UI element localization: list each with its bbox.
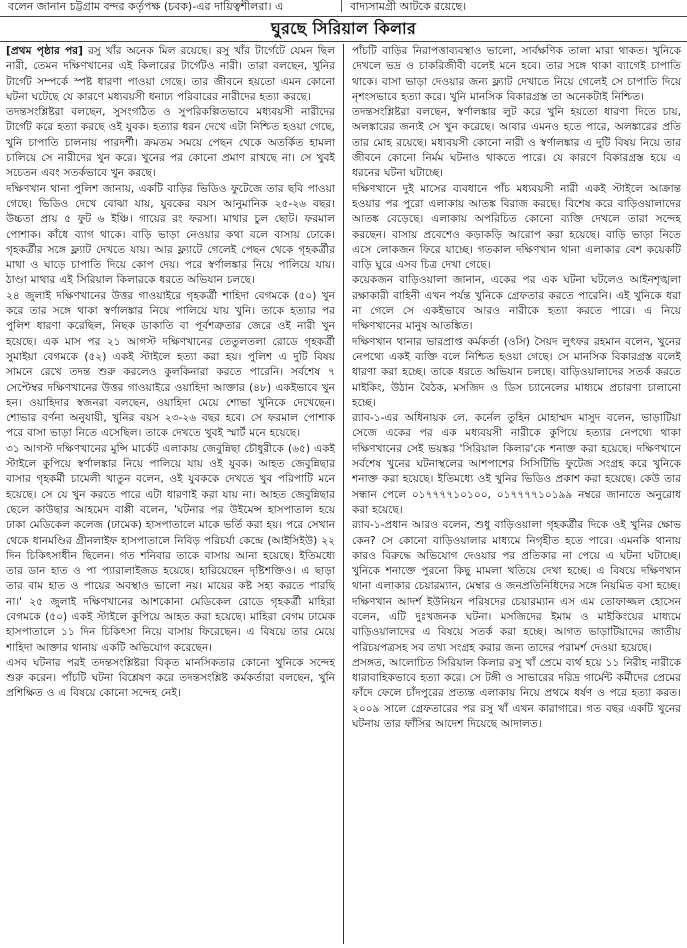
column-rule xyxy=(343,44,344,944)
paragraph: দক্ষিণখানে দুই মাসের ব্যবধানে পাঁচ মধ্যবয়সী নারী একই স্টাইলে আক্রান্ত হওয়ার পর পুরো এলাকায় আতঙ্ক বিরাজ করছে। বিশেষ করে বাড়িওয়ালাদের আতঙ্ক বেড়েছে। এলাকায় অপরিচিত কোনো ব্যক্তি দেখলে তারা সন্দেহ করছেন। বাসায় প্রবেশেও কড়াকড়ি আরোপ করা হয়েছে। বাড়ি ভাড়া নিতে এসে লোকজন ফিরে যাচ্ছে। গতকাল দক্ষিণখান থানা এলাকার বেশ কয়েকটি বাড়ি ঘুরে এসব চিত্র দেখা গেছে। xyxy=(352,182,681,272)
paragraph: পাঁচটি বাড়ির নিরাপত্তাব্যবস্থাও ভালো, সার্বক্ষণিক তালা মারা থাকত। খুনিকে দেখলে ভদ্র ও চাকরিজীবী বলেই মনে হবে। তার সঙ্গে থাকা ব্যাগেই চাপাতি থাকে। বাসা ভাড়া দেওয়ার জন্য ফ্ল্যাট দেখাতে নিয়ে গেলেই সে চাপাতি দিয়ে নৃশংসভাবে হত্যা করে। খুনি মানসিক বিকারগ্রস্ত তা অনেকটাই নিশ্চিত। xyxy=(352,45,681,103)
previous-article-right-text: বাদ্যসামগ্রী আটকে রয়েছে। xyxy=(350,0,467,13)
paragraph: প্রসঙ্গত, আলোচিত সিরিয়াল কিলার রসু খাঁ প্রেমে ব্যর্থ হয়ে ১১ নিরীহ নারীকে ধারাবাহিকভাবে হত্যা করে। সে টঙ্গী ও সাভারের দরিদ্র গার্মেন্ট কর্মীদের প্রেমের ফাঁদে ফেলে চাঁদপুরের প্রত্যন্ত এলাকায় নিয়ে প্রথমে ধর্ষণ ও পরে হত্যা করত। ২০০৯ সালে গ্রেফতারের পর রসু খাঁ এখন কারাগারে। গত বছর একটি খুনের ঘটনায় তার ফাঁসির আদেশ দিয়েছে আদালত। xyxy=(352,656,681,731)
paragraph-text: রসু খাঁর অনেক মিল রয়েছে। রসু খাঁর টার্গেটে যেমন ছিল নারী, তেমন দক্ষিণখানের এই কিলারের টার্গেটও নারী। তারা বলছেন, খুনির টার্গেট সম্পর্কে স্পষ্ট ধারণা পাওয়া গেছে। তার জীবনে হয়তো এমন কোনো ঘটনা ঘটেছে যে কারণে মধ্যবয়সী ধনাঢ্য পরিবারের নারীদের হত্যা করছে। xyxy=(6,45,335,103)
paragraph: ২৪ জুলাই দক্ষিণখানের উত্তর গাওয়াইরে গৃহকর্ত্রী শাহিদা বেগমকে (৫০) খুন করে তার সঙ্গে থাকা স্বর্ণালঙ্কার নিয়ে পালিয়ে যায় খুনি। তাকে হত্যার পর পুলিশ ধারণা করেছিল, নিছক ডাকাতি বা পূর্বশত্রুতার জেরে ওই নারী খুন হয়েছে। এক মাস পর ২১ আগস্ট দক্ষিণখানের তেতুলতলা রোডে গৃহকর্ত্রী সুমাইয়া বেগমকে (৫২) একই স্টাইলে হত্যা করা হয়। পুলিশ এ দুটি বিষয় সামনে রেখে তদন্ত শুরু করলেও কুলকিনারা করতে পারেনি। সর্বশেষ ৭ সেপ্টেম্বর দক্ষিণখানের উত্তর গাওয়াইরে ওয়াহিদা আক্তার (৪৮) একইভাবে খুন হন। ওয়াহিদার স্বজনরা বলছেন, ওয়াহিদা মেয়ে শোভা খুনিকে দেখেছেন। শোভার বর্ণনা অনুযায়ী, খুনির বয়স ২৩-২৬ বছর হবে। সে ফরমাল পোশাক পরে বাসা ভাড়া নিতে এসেছিল। তাকে দেখতে খুবই স্মার্ট মনে হয়েছে। xyxy=(6,289,335,440)
paragraph: দক্ষিণখান থানার ভারপ্রাপ্ত কর্মকর্তা (ওসি) সৈয়দ লুৎফর রহমান বলেন, খুনের নেপথ্যে একই ব্যক্তি বলে নিশ্চিত হওয়া গেছে। সে মানসিক বিকারগ্রস্ত বলেই ধারণা করা হচ্ছে। তাকে ধরতে অভিযান চলছে। বাড়িওয়ালাদের সতর্ক করতে মাইকিং, উঠান বৈঠক, মসজিদ ও ডিস চ্যানেলের মাধ্যমে প্রচারণা চালানো হচ্ছে। xyxy=(352,335,681,409)
paragraph: এসব ঘটনার পরই তদন্তসংশ্লিষ্টরা বিকৃত মানসিকতার কোনো খুনিকে সন্দেহ শুরু করেন। পাঁচটি ঘটনা বিশ্লেষণ করে তদন্তসংশ্লিষ্ট কর্মকর্তারা বলছেন, খুনি প্রশিক্ষিত ও এ বিষয়ে কোনো সন্দেহ নেই। xyxy=(6,656,335,700)
previous-article-strip xyxy=(0,0,687,14)
paragraph: ৩১ আগস্ট দক্ষিণখানের মুন্সি মার্কেট এলাকায় জেবুন্নিছা চৌধুরীকে (৬৫) একই স্টাইলে কুপিয়ে স্বর্ণালঙ্কার নিয়ে পালিয়ে যায় ওই যুবক। আহত জেবুন্নিছার বাসার গৃহকর্মী চামেলী খাতুন বলেন, ওই যুবককে দেখতে খুব পরিপাটি মনে হয়েছে। সে যে খুন করতে পারে এটা ধারণাই করা যায় না। আহত জেবুন্নিছার ছেলে কাউছার আহমেদ বাপ্পী বলেন, 'ঘটনার পর উইমেন্স হাসপাতাল হয়ে ঢাকা মেডিকেল কলেজ (ঢামেক) হাসপাতালে মাকে ভর্তি করা হয়। পরে সেখান থেকে ধানমণ্ডির গ্রীনলাইফ হাসপাতালে নিবিড় পরিচর্যা কেন্দ্রে (আইসিইউ) ২২ দিন চিকিৎসাধীন ছিলেন। গত শনিবার তাকে বাসায় আনা হয়েছে। ইতিমধ্যে তার ডান হাত ও পা প্যারালাইজড হয়েছে। হারিয়েছেন দৃষ্টিশক্তিও। এ ছাড়া তার বাম হাত ও পায়ের অবস্থাও ভালো নয়। মায়ের কষ্ট সহ্য করতে পারছি না।' ২৫ জুলাই দক্ষিণখানের আশকোনা মেডিকেল রোডে গৃহকর্ত্রী মাহিরা বেগমকে (৫০) একই স্টাইলে কুপিয়ে আহত করা হয়েছে। মাহিরা বেগম ঢামেক হাসপাতালে ১১ দিন চিকিৎসা নিয়ে বাসায় ফিরেছেন। এ বিষয়ে তার মেয়ে শাহিদা আক্তার থানায় একটি অভিযোগ করেছেন। xyxy=(6,442,335,654)
continuation-tag: [প্রথম পৃষ্ঠার পর] xyxy=(6,45,83,57)
paragraph: তদন্তসংশ্লিষ্টরা বলছেন, সুসংগঠিত ও সুপরিকল্পিতভাবে মধ্যবয়সী নারীদের টার্গেট করে হত্যা করছে ওই যুবক। হত্যার ধরন দেখে এটা নিশ্চিত হওয়া গেছে, খুনি চাপাতি চালনায় পারদর্শী। ক্রমতম সময়ে পেছন থেকে অতর্কিত হামলা চালিয়ে সে নারীদের খুন করে। খুনের পর কোনো প্রমাণ রাখছে না। সে খুবই সচেতন এবং সতর্কভাবে খুন করছে। xyxy=(6,106,335,180)
paragraph: কয়েকজন বাড়িওয়ালা জানান, একের পর এক ঘটনা ঘটলেও আইনশৃঙ্খলা রক্ষাকারী বাহিনী এখন পর্যন্ত খুনিকে গ্রেফতার করতে পারেনি। এই খুনিকে ধরা না গেলে সে একইভাবে আরও নারীকে হত্যা করতে পারে। এ নিয়ে দক্ষিণখানের মানুষ আতঙ্কিত। xyxy=(352,274,681,333)
paragraph: র‍্যাব-১-প্রধান আরও বলেন, শুধু বাড়িওয়ালা গৃহকর্ত্রীর দিকে ওই খুনির ক্ষোভ কেন? সে কোনো বাড়িওয়ালার মাধ্যমে নিগৃহীত হতে পারে। এমনকি থানায় কারও বিরুদ্ধে অভিযোগ দেওয়ার পর প্রতিকার না পেয়ে এ ঘটনা ঘটাচ্ছে। খুনিকে শনাক্তে পুরনো কিছু মামলা খতিয়ে দেখা হচ্ছে। এ বিষয়ে দক্ষিণখান থানা এলাকার চেয়ারম্যান, মেম্বার ও জনপ্রতিনিধিদের সঙ্গে নিয়মিত বসা হচ্ছে। xyxy=(352,519,681,593)
right-column xyxy=(352,44,681,944)
paragraph: তদন্তসংশ্লিষ্টরা বলছেন, স্বর্ণালঙ্কার লুট করে খুনি হয়তো ধারণা দিতে চায়, অলঙ্কারের জন্যই সে খুন করেছে। আবার এমনও হতে পারে, অলঙ্কারের প্রতি তার মোহ রয়েছে। মধ্যবয়সী কোনো নারী ও স্বর্ণালঙ্কার এ দুটি বিষয় নিয়ে তার জীবনে কোনো নির্মম ঘটনাও থাকতে পারে। যে কারণে বিকারগ্রস্ত হয়ে এ ধরনের ঘটনা ঘটাচ্ছে। xyxy=(352,106,681,180)
headline-band xyxy=(0,16,687,42)
top-column-divider xyxy=(341,0,342,12)
paragraph xyxy=(6,44,335,105)
article-body xyxy=(6,44,681,944)
paragraph: র‍্যাব-১-এর অধিনায়ক লে. কর্নেল তুহিন মোহাম্মদ মাসুদ বলেন, ভাড়াটিয়া সেজে একের পর এক মধ্যবয়সী নারীকে কুপিয়ে হত্যার নেপথ্যে থাকা দক্ষিণখানের সেই ভয়ঙ্কর 'সিরিয়াল কিলার'কে শনাক্ত করা হয়েছে। দক্ষিণখানে সর্বশেষ খুনের ঘটনাস্থলের আশপাশের সিসিটিভি ফুটেজ সংগ্রহ করে খুনিকে শনাক্ত করা হয়েছে। ইতিমধ্যে ওই খুনির ভিডিও প্রকাশ করা হয়েছে। কেউ তার সন্ধান পেলে ০১৭৭৭৭১০১০০, ০১৭৭৭৭১০১৯৯ নম্বরে জানাতে অনুরোধ করা হয়েছে। xyxy=(352,412,681,516)
paragraph: দক্ষিণখান থানা পুলিশ জানায়, একটি বাড়ির ভিডিও ফুটেজে তার ছবি পাওয়া গেছে। ভিডিও দেখে বোঝা যায়, যুবকের বয়স আনুমানিক ২৫-২৬ বছর। উচ্চতা প্রায় ৫ ফুট ৬ ইঞ্চি। গায়ের রং ফরসা। মাথার চুল ছোট। ফরমাল পোশাক। কাঁধে ব্যাগ থাকে। বাড়ি ভাড়া নেওয়ার কথা বলে বাসায় ঢোকে। গৃহকর্ত্রীর সঙ্গে ফ্ল্যাট দেখতে যায়। আর ফ্ল্যাটে গেলেই পেছন থেকে গৃহকর্ত্রীর মাথা ও ঘাড়ে চাপাতি দিয়ে কোপ দেয়। পরে স্বর্ণালঙ্কার নিয়ে পালিয়ে যায়। ঠাণ্ডা মাথার এই সিরিয়াল কিলারকে ধরতে অভিযান চলছে। xyxy=(6,182,335,287)
previous-article-left-text: বলেন জানান চট্টগ্রাম বন্দর কর্তৃপক্ষ (চবক)-এর দায়িত্বশীলরা। এ xyxy=(8,0,284,13)
article-headline: ঘুরছে সিরিয়াল কিলার xyxy=(270,19,417,38)
left-column xyxy=(6,44,335,944)
paragraph: দক্ষিণখান আদর্শ ইউনিয়ন পরিষদের চেয়ারম্যান এস এম তোফাজ্জল হোসেন বলেন, এটি দুঃখজনক ঘটনা। মসজিদের ইমাম ও মাইকিংয়ের মাধ্যমে বাড়িওয়ালাদের এ বিষয়ে সতর্ক করা হচ্ছে। আগত ভাড়াটিয়াদের জাতীয় পরিচয়পত্রসহ সব তথ্য সংগ্রহ করার জন্য তাদের পরামর্শ দেওয়া হয়েছে। xyxy=(352,595,681,654)
